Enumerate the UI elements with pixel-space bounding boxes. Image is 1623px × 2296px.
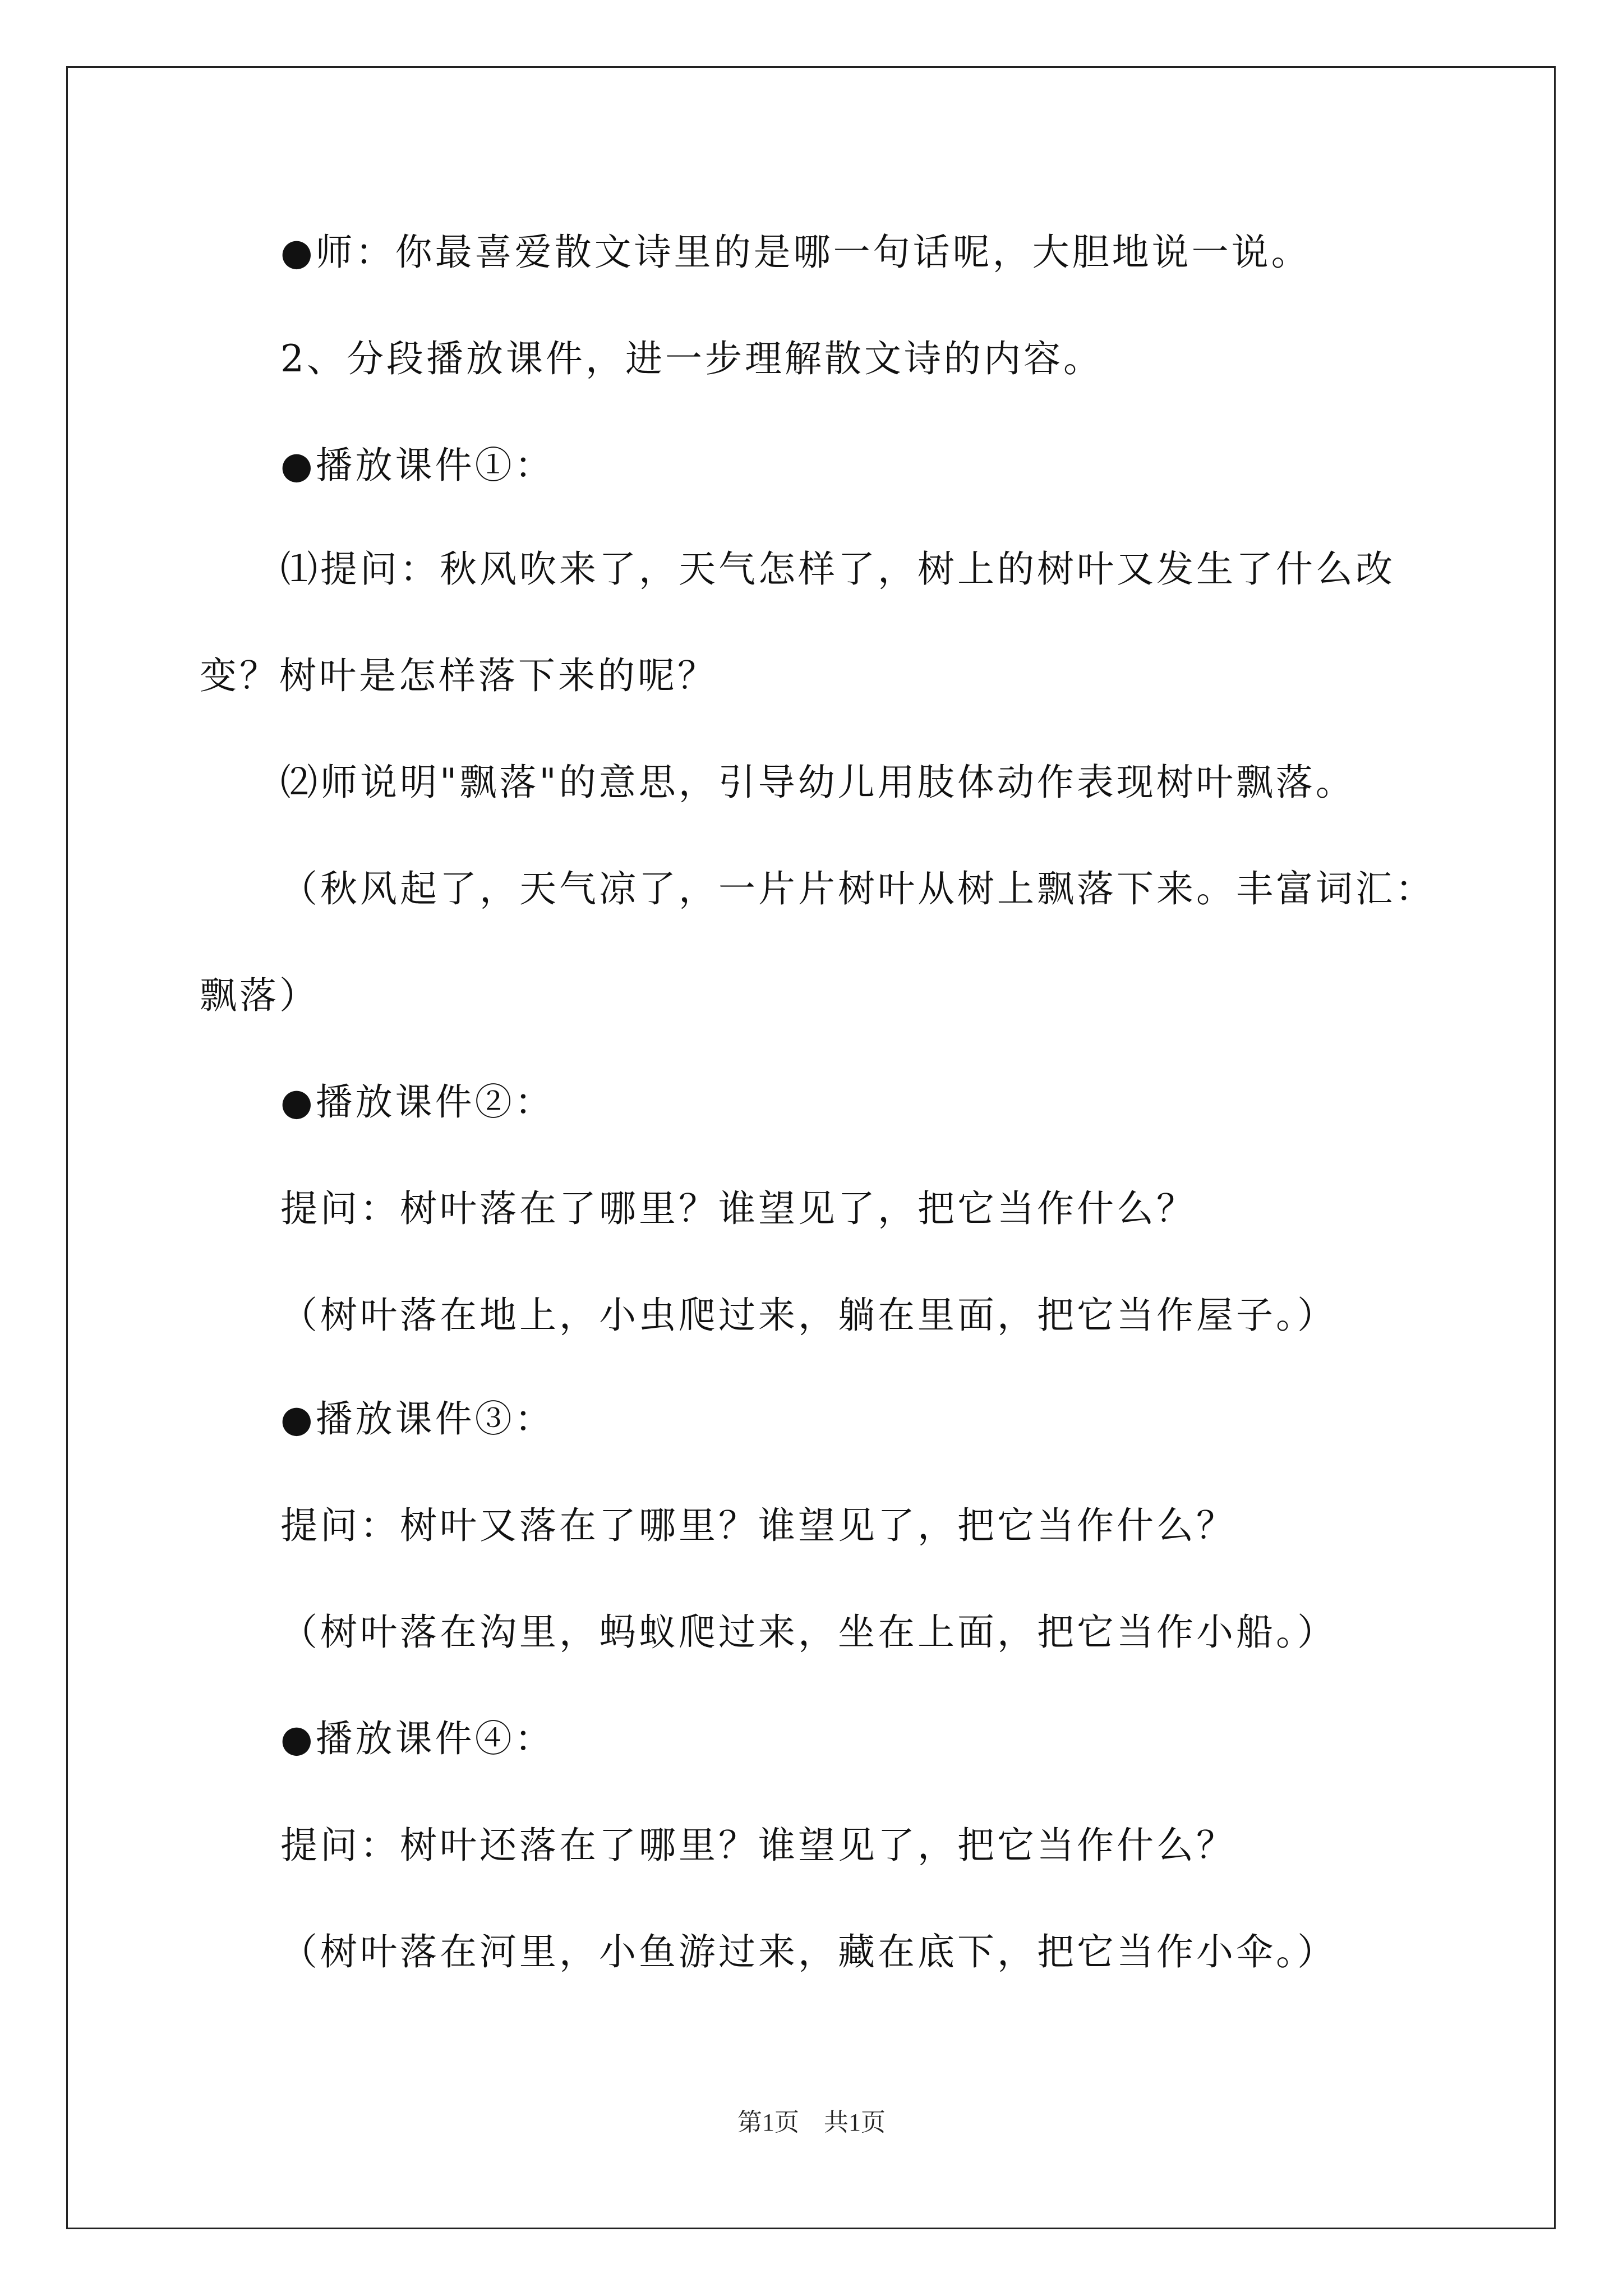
text-line-question-1b: 变？树叶是怎样落下来的呢？ — [200, 654, 717, 697]
text-line-explain-piaoluo: ⑵师说明"飘落"的意思，引导幼儿用肢体动作表现树叶飘落。 — [280, 761, 1355, 804]
text-line-answer-3: （树叶落在沟里，蚂蚁爬过来，坐在上面，把它当作小船。） — [280, 1611, 1337, 1654]
page-footer: 第1页 共1页 — [737, 2109, 886, 2136]
text-line-step-2: 2、分段播放课件，进一步理解散文诗的内容。 — [280, 337, 1103, 380]
text-line-answer-4: （树叶落在河里，小鱼游过来，藏在底下，把它当作小伞。） — [280, 1930, 1337, 1973]
text-line-answer-1a: （秋风起了，天气凉了，一片片树叶从树上飘落下来。丰富词汇： — [280, 867, 1435, 910]
text-line-courseware-3: ●播放课件③： — [280, 1397, 555, 1441]
page-border — [66, 66, 1556, 2229]
text-line-answer-2: （树叶落在地上，小虫爬过来，躺在里面，把它当作屋子。） — [280, 1294, 1337, 1337]
text-line-question-1a: ⑴提问：秋风吹来了，天气怎样了，树上的树叶又发生了什么改 — [280, 547, 1395, 591]
text-line-question-4: 提问：树叶还落在了哪里？谁望见了，把它当作什么？ — [280, 1824, 1236, 1867]
text-line-courseware-2: ●播放课件②： — [280, 1080, 555, 1124]
text-line-teacher-question: ●师：你最喜爱散文诗里的是哪一句话呢，大胆地说一说。 — [280, 231, 1311, 274]
text-line-answer-1b: 飘落） — [200, 974, 319, 1017]
text-line-question-2: 提问：树叶落在了哪里？谁望见了，把它当作什么？ — [280, 1187, 1196, 1230]
text-line-courseware-4: ●播放课件④： — [280, 1717, 555, 1760]
text-line-question-3: 提问：树叶又落在了哪里？谁望见了，把它当作什么？ — [280, 1504, 1236, 1547]
text-line-courseware-1: ●播放课件①： — [280, 444, 555, 487]
